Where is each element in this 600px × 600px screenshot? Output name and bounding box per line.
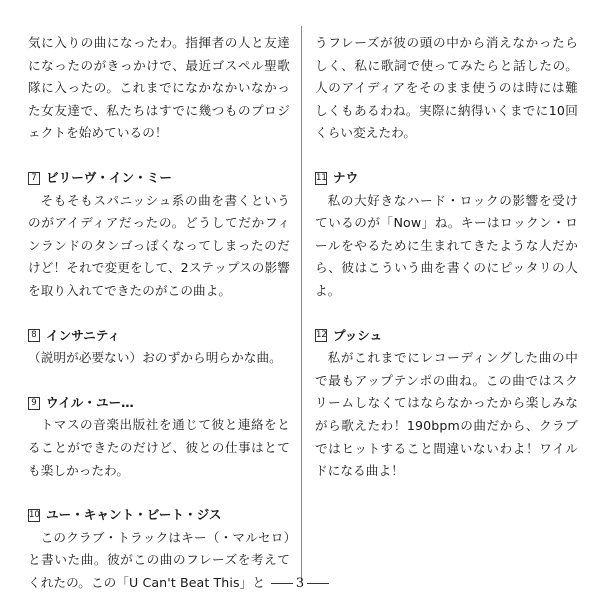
track-title: ユー・キャント・ビート・ジス [46,507,222,523]
page-footer [0,576,600,591]
track-description: そもそもスパニッシュ系の曲を書くというのがアイディアだったの。どうしてだかフィンランドのタンゴっぽくなってしまったのだけど！それで変更をして、2ステップスの影響を取り入れてできたのがこの曲よ。 [28,192,290,298]
track-description: （説明が必要ない）おのずから明らかな曲。 [28,350,282,366]
track-number-box: 7 [28,172,40,185]
left-intro-text: 気に入りの曲になったわ。指揮者の人と友達になったのがきっかけで、最近ゴスペル聖歌隊に入ったの。これまでになかなかいなかった女友達で、私たちはすでに幾つものプロジェクトを始めているの！ [28,35,290,141]
track-10-heading [28,504,290,527]
footer-rule-left [271,583,293,584]
column-divider [301,26,302,582]
track-number-box: 11 [316,172,327,183]
track-12-heading [315,325,578,348]
track-description: このクラブ・トラックはキー（・マルセロ）と書いた曲。彼がこの曲のフレーズを考えてくれたの。この「U Can't Beat This」と [28,529,290,590]
track-9-heading [28,392,290,415]
track-description: 私の大好きなハード・ロックの影響を受けているのが「Now」ね。キーはロックン・ロールをやるために生まれてきたような人だから、彼はこういう曲を書くのにピッタリの人よ。 [315,192,578,298]
track-title: プッシュ [333,327,383,343]
track-9-section [28,392,290,482]
track-description: 私がこれまでにレコーディングした曲の中で最もアップテンポの曲ね。この曲ではスクリームしなくてはならなかったから楽しみながら歌えたわ！190bpmの曲だから、クラブではヒットすること間違いないわよ！ワイルドになる曲よ！ [315,350,578,479]
track-number-box: 12 [316,330,327,341]
track-description: トマスの音楽出版社を通じて彼と連絡をとることができたのだけど、彼との仕事はとても楽しかったわ。 [28,417,290,478]
track-8-section [28,325,290,370]
track-number-box: 8 [28,329,40,342]
track-7-section [28,167,290,303]
track-title: インサニティ [46,327,121,343]
track-7-heading [28,167,290,190]
track-11-heading [315,167,578,190]
right-column [315,32,578,483]
page-number: 3 [295,576,305,591]
track-number-box: 10 [29,509,40,520]
track-12-section [315,325,578,483]
track-title: ビリーヴ・イン・ミー [46,169,172,185]
track-number-box: 9 [28,397,40,410]
track-8-heading [28,325,290,348]
track-title: ナウ [333,169,359,185]
footer-rule-right [307,583,329,584]
right-intro-text: うフレーズが彼の頭の中から消えなかったらしく、私に歌詞で使ってみたらと話したの。人のアイディアをそのまま使うのは時には難しくもあるわね。実際に納得いくまでに10回くらい変えたわ。 [315,35,578,141]
track-title: ウイル・ユー… [46,394,134,410]
track-11-section [315,167,578,303]
left-column [28,32,290,594]
